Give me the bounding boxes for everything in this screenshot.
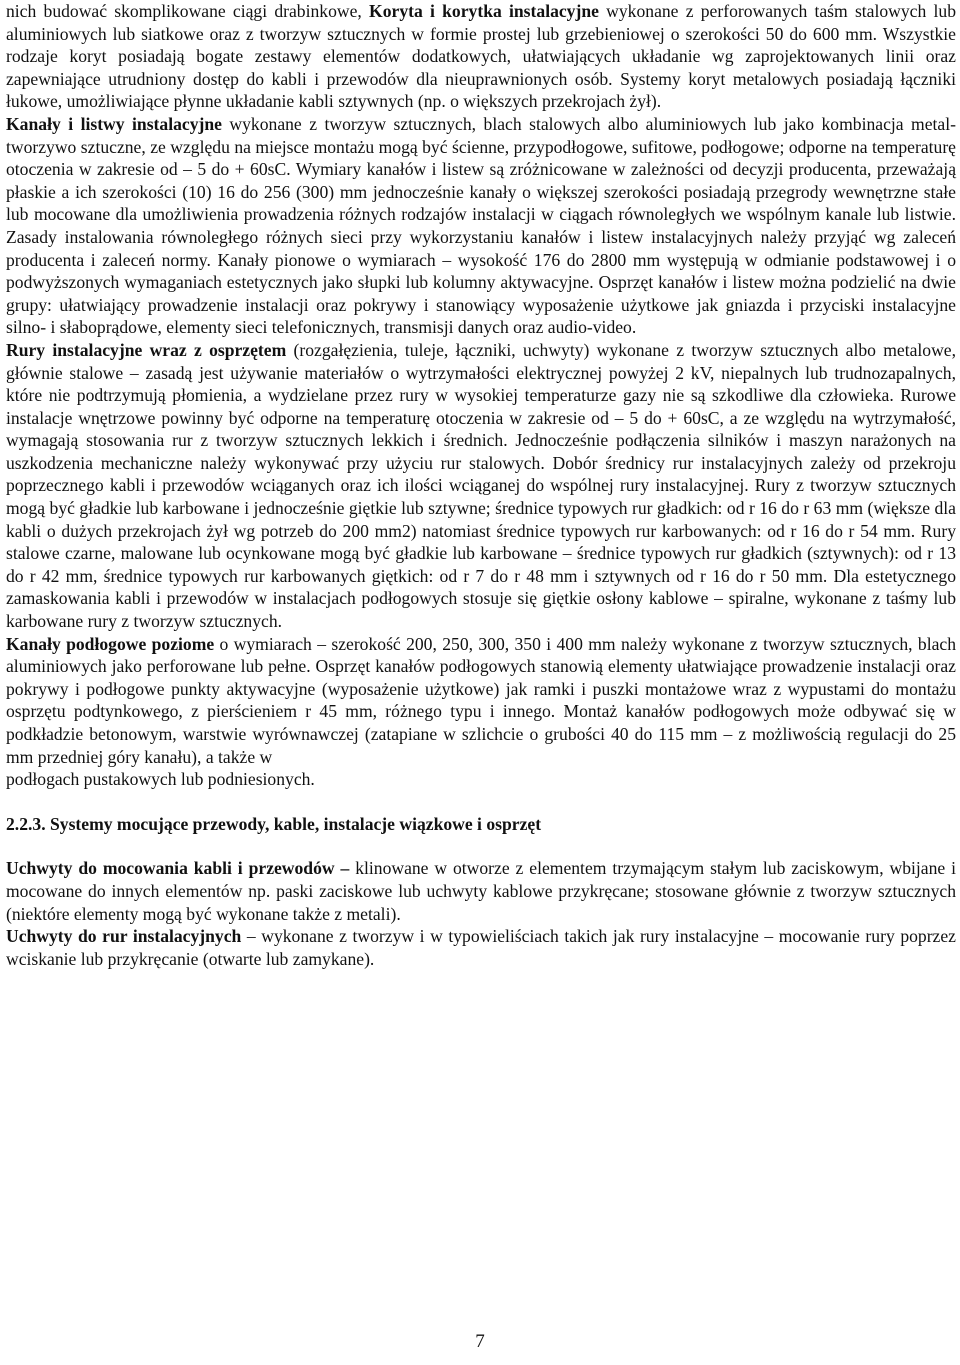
bold-term: Kanały podłogowe poziome xyxy=(6,633,215,654)
spacer xyxy=(6,791,956,813)
section-heading: 2.2.3. Systemy mocujące przewody, kable, instalacje wiązkowe i osprzęt xyxy=(6,813,542,834)
paragraph-kanaly-listwy xyxy=(6,113,956,339)
text: o wymiarach – szerokość 200, 250, 300, 350 i 400 mm należy wykonane z tworzyw sztucznych, blach aluminiowych jako perforowane lub pełne. Osprzęt kanałów podłogowych stanowią elementy ułatwiające prowadzenie instalacji oraz pokrywy i podłogowe punkty aktywacyjne (wyposażenie użytkowe) jak ramki i puszki montażowe wraz z wypustami do montażu osprzętu podtynkowego, z pierścieniem r 45 mm, różnego typu i innego. Montaż kanałów podłogowych może odbywać się w podkładzie betonowym, warstwie wyrównawczej (zatapiane w szlichcie o grubości 40 do 115 mm – z możliwością regulacji do 25 mm przedniej góry kanału), a także w xyxy=(6,633,957,767)
text: podłogach pustakowych lub podniesionych. xyxy=(6,769,315,790)
bold-term: Koryta i korytka instalacyjne xyxy=(369,1,599,21)
text: klinowane w otworze z elementem trzymającym stałym lub zaciskowym, wbijane i mocowane do innych elementów np. paski zaciskowe lub uchwyty kablowe przykręcane; stosowane głównie z tworzyw sztucznych (niektóre elementy mogą być wykonane także z metali). xyxy=(6,858,956,924)
text: – wykonane z tworzyw i w typowieliściach takich jak rury instalacyjne – mocowanie rury poprzez wciskanie lub przykręcanie (otwarte lub zamykane). xyxy=(6,926,956,969)
bold-term: Rury instalacyjne wraz z osprzętem xyxy=(6,339,287,360)
spacer xyxy=(6,835,956,857)
paragraph-rury xyxy=(6,339,956,633)
text: wykonane z tworzyw sztucznych, blach stalowych albo aluminiowych lub jako kombinacja metal-tworzywo sztuczne, ze względu na miejsce montażu mogą być ścienne, przypodłogowe, sufitowe, podłogowe; odporne na temperaturę otoczenia w zakresie od – 5 do + 60sC. Wymiary kanałów i listew są zróżnicowane w zależności od decyzji producenta, przeważają płaskie a ich szerokości (10) 16 do 256 (300) mm jednocześnie kanały o większej szerokości posiadają przegrody wewnętrzne stałe lub mocowane dla umożliwienia prowadzenia różnych rodzajów instalacji w ciągach równoległych we wspólnym kanale lub listwie. Zasady instalowania równoległego różnych sieci przy wykorzystaniu kanałów i listew instalacyjnych należy przyjąć wg zaleceń producenta i zaleceń normy. Kanały pionowe o wymiarach – wysokość 176 do 2800 mm występują w odmianie podstawowej i o podwyższonych wymaganiach estetycznych jako słupki lub kolumny aktywacyjne. Osprzęt kanałów i listew można podzielić na dwie grupy: ułatwiający prowadzenie instalacji oraz pokrywy i stanowiący wyposażenie użytkowe jak gniazda i przyciski instalacyjne silno- i słaboprądowe, elementy sieci telefonicznych, transmisji danych oraz audio-video. xyxy=(6,113,956,338)
document-page xyxy=(6,0,956,970)
text: (rozgałęzienia, tuleje, łączniki, uchwyty) wykonane z tworzyw sztucznych albo metalowe, głównie stalowe – zasadą jest używanie materiałów o wytrzymałości elektrycznej powyżej 2 kV, niepalnych lub trudnozapalnych, które nie podtrzymują płomienia, a wydzielane przez rury w wysokiej temperaturze gazy nie są szkodliwe dla człowieka. Rurowe instalacje wnętrzowe powinny być odporne na temperaturę otoczenia w zakresie od – 5 do + 60sC, a ze względu na wytrzymałość, wymagają stosowania rur z tworzyw sztucznych lekkich i średnich. Jednocześnie podłączenia silników i maszyn narażonych na uszkodzenia mechaniczne należy wykonywać przy użyciu rur stalowych. Dobór średnicy rur instalacyjnych zależy od przekroju poprzecznego kabli i przewodów wciąganych oraz ich ilości wciąganej do wspólnej rury instalacyjnej. Rury z tworzyw sztucznych mogą być gładkie lub karbowane i jednocześnie giętkie lub sztywne; średnice typowych rur gładkich: od r 16 do r 63 mm (większe dla kabli o dużych przekrojach żył wg potrzeb do 200 mm2) natomiast średnice typowych rur karbowanych: od r 16 do r 54 mm. Rury stalowe czarne, malowane lub ocynkowane mogą być gładkie lub karbowane – średnice typowych rur gładkich (sztywnych): od r 13 do r 42 mm, średnice typowych rur karbowanych giętkich: od r 7 do r 48 mm i sztywnych od r 16 do r 50 mm. Dla estetycznego zamaskowania kabli i przewodów w instalacjach podłogowych stosuje się giętkie osłony kablowe – spiralne, wykonane z taśmy lub karbowane rury z tworzyw sztucznych. xyxy=(6,339,957,632)
paragraph-kanaly-podlogowe-end xyxy=(6,768,956,791)
paragraph-uchwyty-kabli xyxy=(6,857,956,925)
text: nich budować skomplikowane ciągi drabinkowe, xyxy=(6,1,370,21)
paragraph-uchwyty-rur xyxy=(6,925,956,970)
bold-term: Kanały i listwy instalacyjne xyxy=(6,113,222,134)
paragraph-koryta xyxy=(6,0,956,113)
text: wykonane z perforowanych taśm stalowych lub aluminiowych lub siatkowe oraz z tworzyw sztucznych w formie prostej lub grzebieniowej o szerokości 50 do 600 mm. Wszystkie rodzaje koryt posiadają bogate zestawy elementów dodatkowych, ułatwiających układanie wg zaprojektowanych linii oraz zapewniające utrudniony dostęp do kabli i przewodów dla nieuprawnionych osób. Systemy koryt metalowych posiadają łączniki łukowe, umożliwiające płynne układanie kabli sztywnych (np. o większych przekrojach żył). xyxy=(6,1,957,112)
paragraph-kanaly-podlogowe xyxy=(6,633,956,769)
bold-term: Uchwyty do mocowania kabli i przewodów – xyxy=(6,858,350,879)
bold-term: Uchwyty do rur instalacyjnych xyxy=(6,926,242,947)
page-number: 7 xyxy=(475,1331,485,1352)
